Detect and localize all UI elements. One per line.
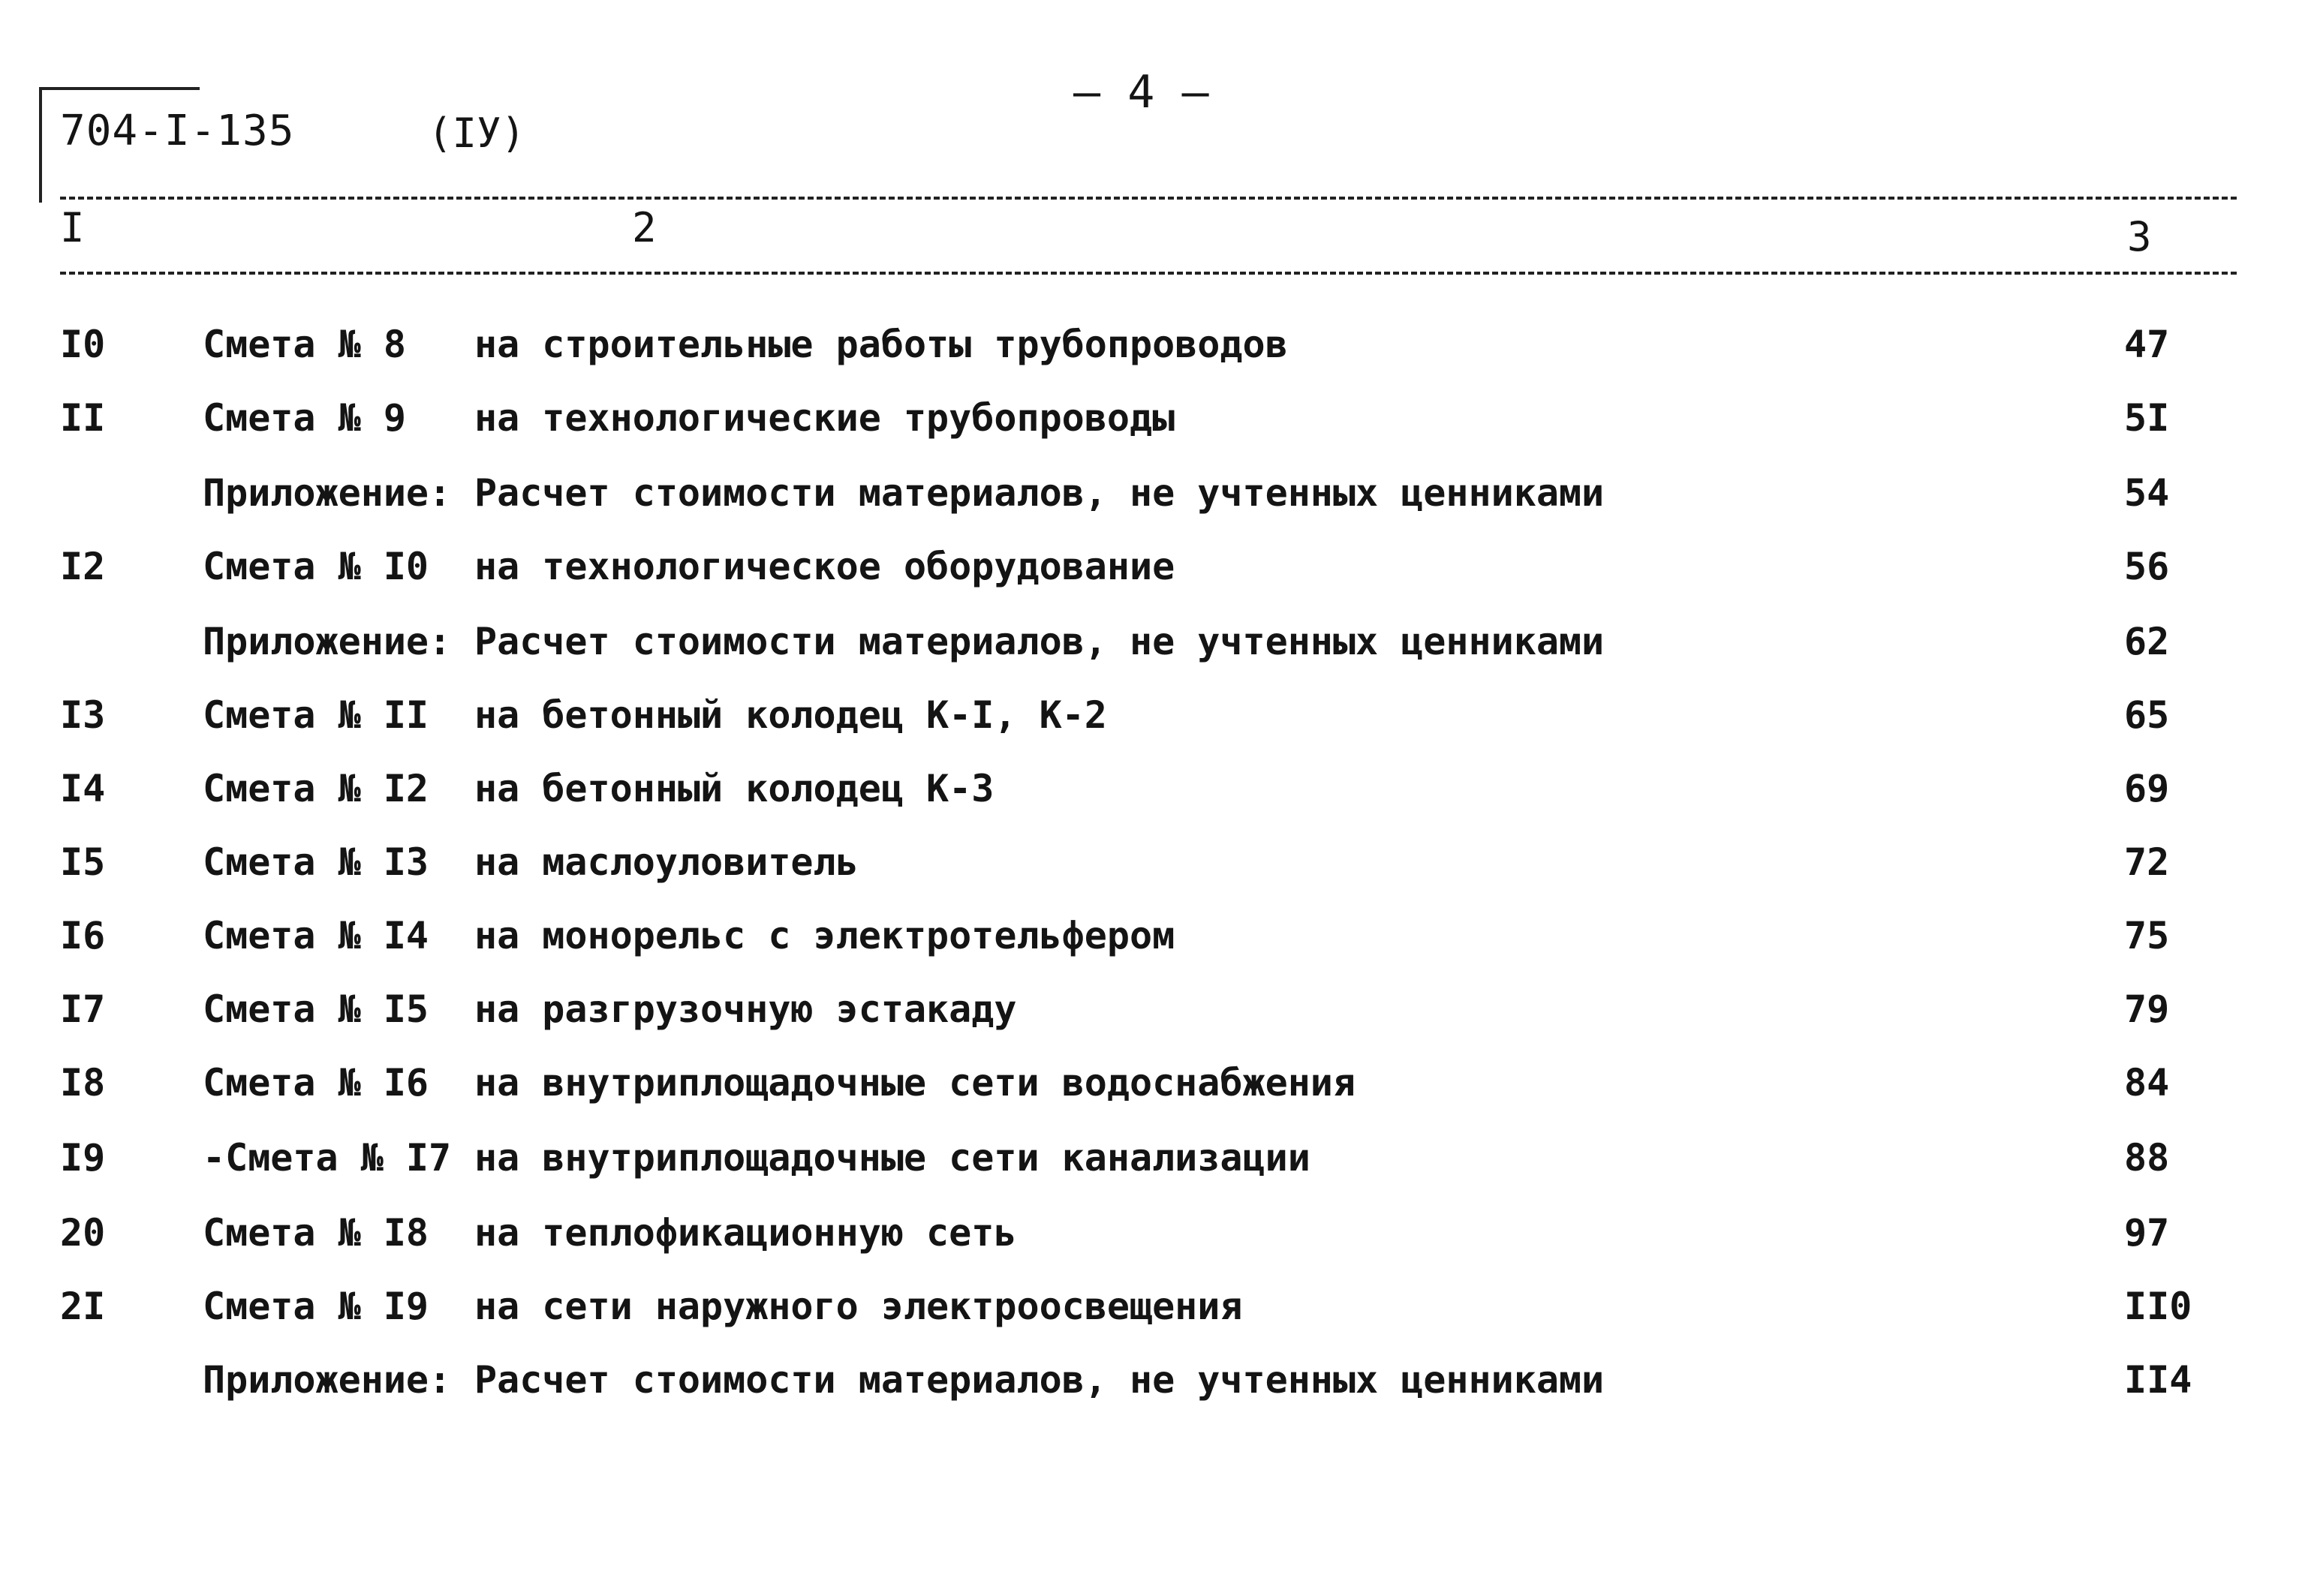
column-header-1: I <box>60 204 85 251</box>
page-ref: II0 <box>2124 1285 2192 1328</box>
estimate-description: Расчет стоимости материалов, не учтенных ценниками <box>474 620 1605 663</box>
estimate-description: на бетонный колодец К-I, К-2 <box>474 693 1107 737</box>
toc-row <box>0 1285 2305 1345</box>
toc-row <box>0 767 2305 827</box>
document-volume: (IУ) <box>428 110 526 157</box>
page-ref: 97 <box>2124 1211 2170 1255</box>
row-number: I6 <box>60 914 106 957</box>
estimate-label: Приложение: <box>203 620 452 663</box>
estimate-description: на маслоуловитель <box>474 840 859 884</box>
page-ref: 84 <box>2124 1061 2170 1105</box>
estimate-description: на теплофикационную сеть <box>474 1211 1017 1255</box>
estimate-label: Смета № I9 <box>203 1285 429 1328</box>
estimate-label: Смета № 8 <box>203 323 406 366</box>
toc-row <box>0 396 2305 456</box>
row-number: I8 <box>60 1061 106 1105</box>
toc-row <box>0 1136 2305 1196</box>
toc-row <box>0 1061 2305 1121</box>
table-top-rule <box>60 197 2237 200</box>
estimate-label: Смета № I5 <box>203 987 429 1031</box>
page-ref: 5I <box>2124 396 2170 440</box>
row-number: I2 <box>60 545 106 588</box>
estimate-label: Смета № I3 <box>203 840 429 884</box>
row-number: I3 <box>60 693 106 737</box>
page-ref: 56 <box>2124 545 2170 588</box>
estimate-label: Приложение: <box>203 1358 452 1402</box>
page-ref: 69 <box>2124 767 2170 810</box>
row-number: I7 <box>60 987 106 1031</box>
toc-row <box>0 471 2305 531</box>
estimate-label: Смета № II <box>203 693 429 737</box>
row-number: I9 <box>60 1136 106 1180</box>
page-ref: 54 <box>2124 471 2170 515</box>
page-ref: 79 <box>2124 987 2170 1031</box>
row-number: 2I <box>60 1285 106 1328</box>
estimate-description: на строительные работы трубопроводов <box>474 323 1288 366</box>
toc-row <box>0 914 2305 974</box>
estimate-label: -Смета № I7 <box>203 1136 452 1180</box>
estimate-description: на внутриплощадочные сети канализации <box>474 1136 1310 1180</box>
estimate-label: Смета № I0 <box>203 545 429 588</box>
estimate-description: Расчет стоимости материалов, не учтенных ценниками <box>474 1358 1605 1402</box>
table-header-rule <box>60 272 2237 275</box>
estimate-description: Расчет стоимости материалов, не учтенных ценниками <box>474 471 1605 515</box>
toc-row <box>0 323 2305 383</box>
toc-row <box>0 620 2305 680</box>
document-code: 704-I-135 <box>60 107 295 155</box>
page-ref: 88 <box>2124 1136 2170 1180</box>
estimate-description: на бетонный колодец К-3 <box>474 767 995 810</box>
page-number: — 4 — <box>1073 66 1209 119</box>
page-ref: 65 <box>2124 693 2170 737</box>
estimate-label: Смета № I8 <box>203 1211 429 1255</box>
estimate-label: Смета № 9 <box>203 396 406 440</box>
estimate-description: на внутриплощадочные сети водоснабжения <box>474 1061 1356 1105</box>
estimate-label: Смета № I2 <box>203 767 429 810</box>
page-ref: II4 <box>2124 1358 2192 1402</box>
row-number: II <box>60 396 106 440</box>
toc-row <box>0 1358 2305 1418</box>
estimate-description: на технологическое оборудование <box>474 545 1175 588</box>
row-number: 20 <box>60 1211 106 1255</box>
estimate-label: Смета № I6 <box>203 1061 429 1105</box>
toc-row <box>0 987 2305 1047</box>
toc-row <box>0 840 2305 900</box>
page-ref: 62 <box>2124 620 2170 663</box>
toc-row <box>0 693 2305 753</box>
toc-row <box>0 1211 2305 1271</box>
column-header-2: 2 <box>632 204 657 251</box>
page-ref: 72 <box>2124 840 2170 884</box>
row-number: I0 <box>60 323 106 366</box>
estimate-label: Смета № I4 <box>203 914 429 957</box>
estimate-description: на технологические трубопроводы <box>474 396 1175 440</box>
page-ref: 47 <box>2124 323 2170 366</box>
estimate-description: на разгрузочную эстакаду <box>474 987 1017 1031</box>
page-ref: 75 <box>2124 914 2170 957</box>
estimate-description: на сети наружного электроосвещения <box>474 1285 1243 1328</box>
estimate-description: на монорельс с электротельфером <box>474 914 1175 957</box>
toc-row <box>0 545 2305 605</box>
estimate-label: Приложение: <box>203 471 452 515</box>
row-number: I4 <box>60 767 106 810</box>
row-number: I5 <box>60 840 106 884</box>
column-header-3: 3 <box>2127 213 2152 260</box>
